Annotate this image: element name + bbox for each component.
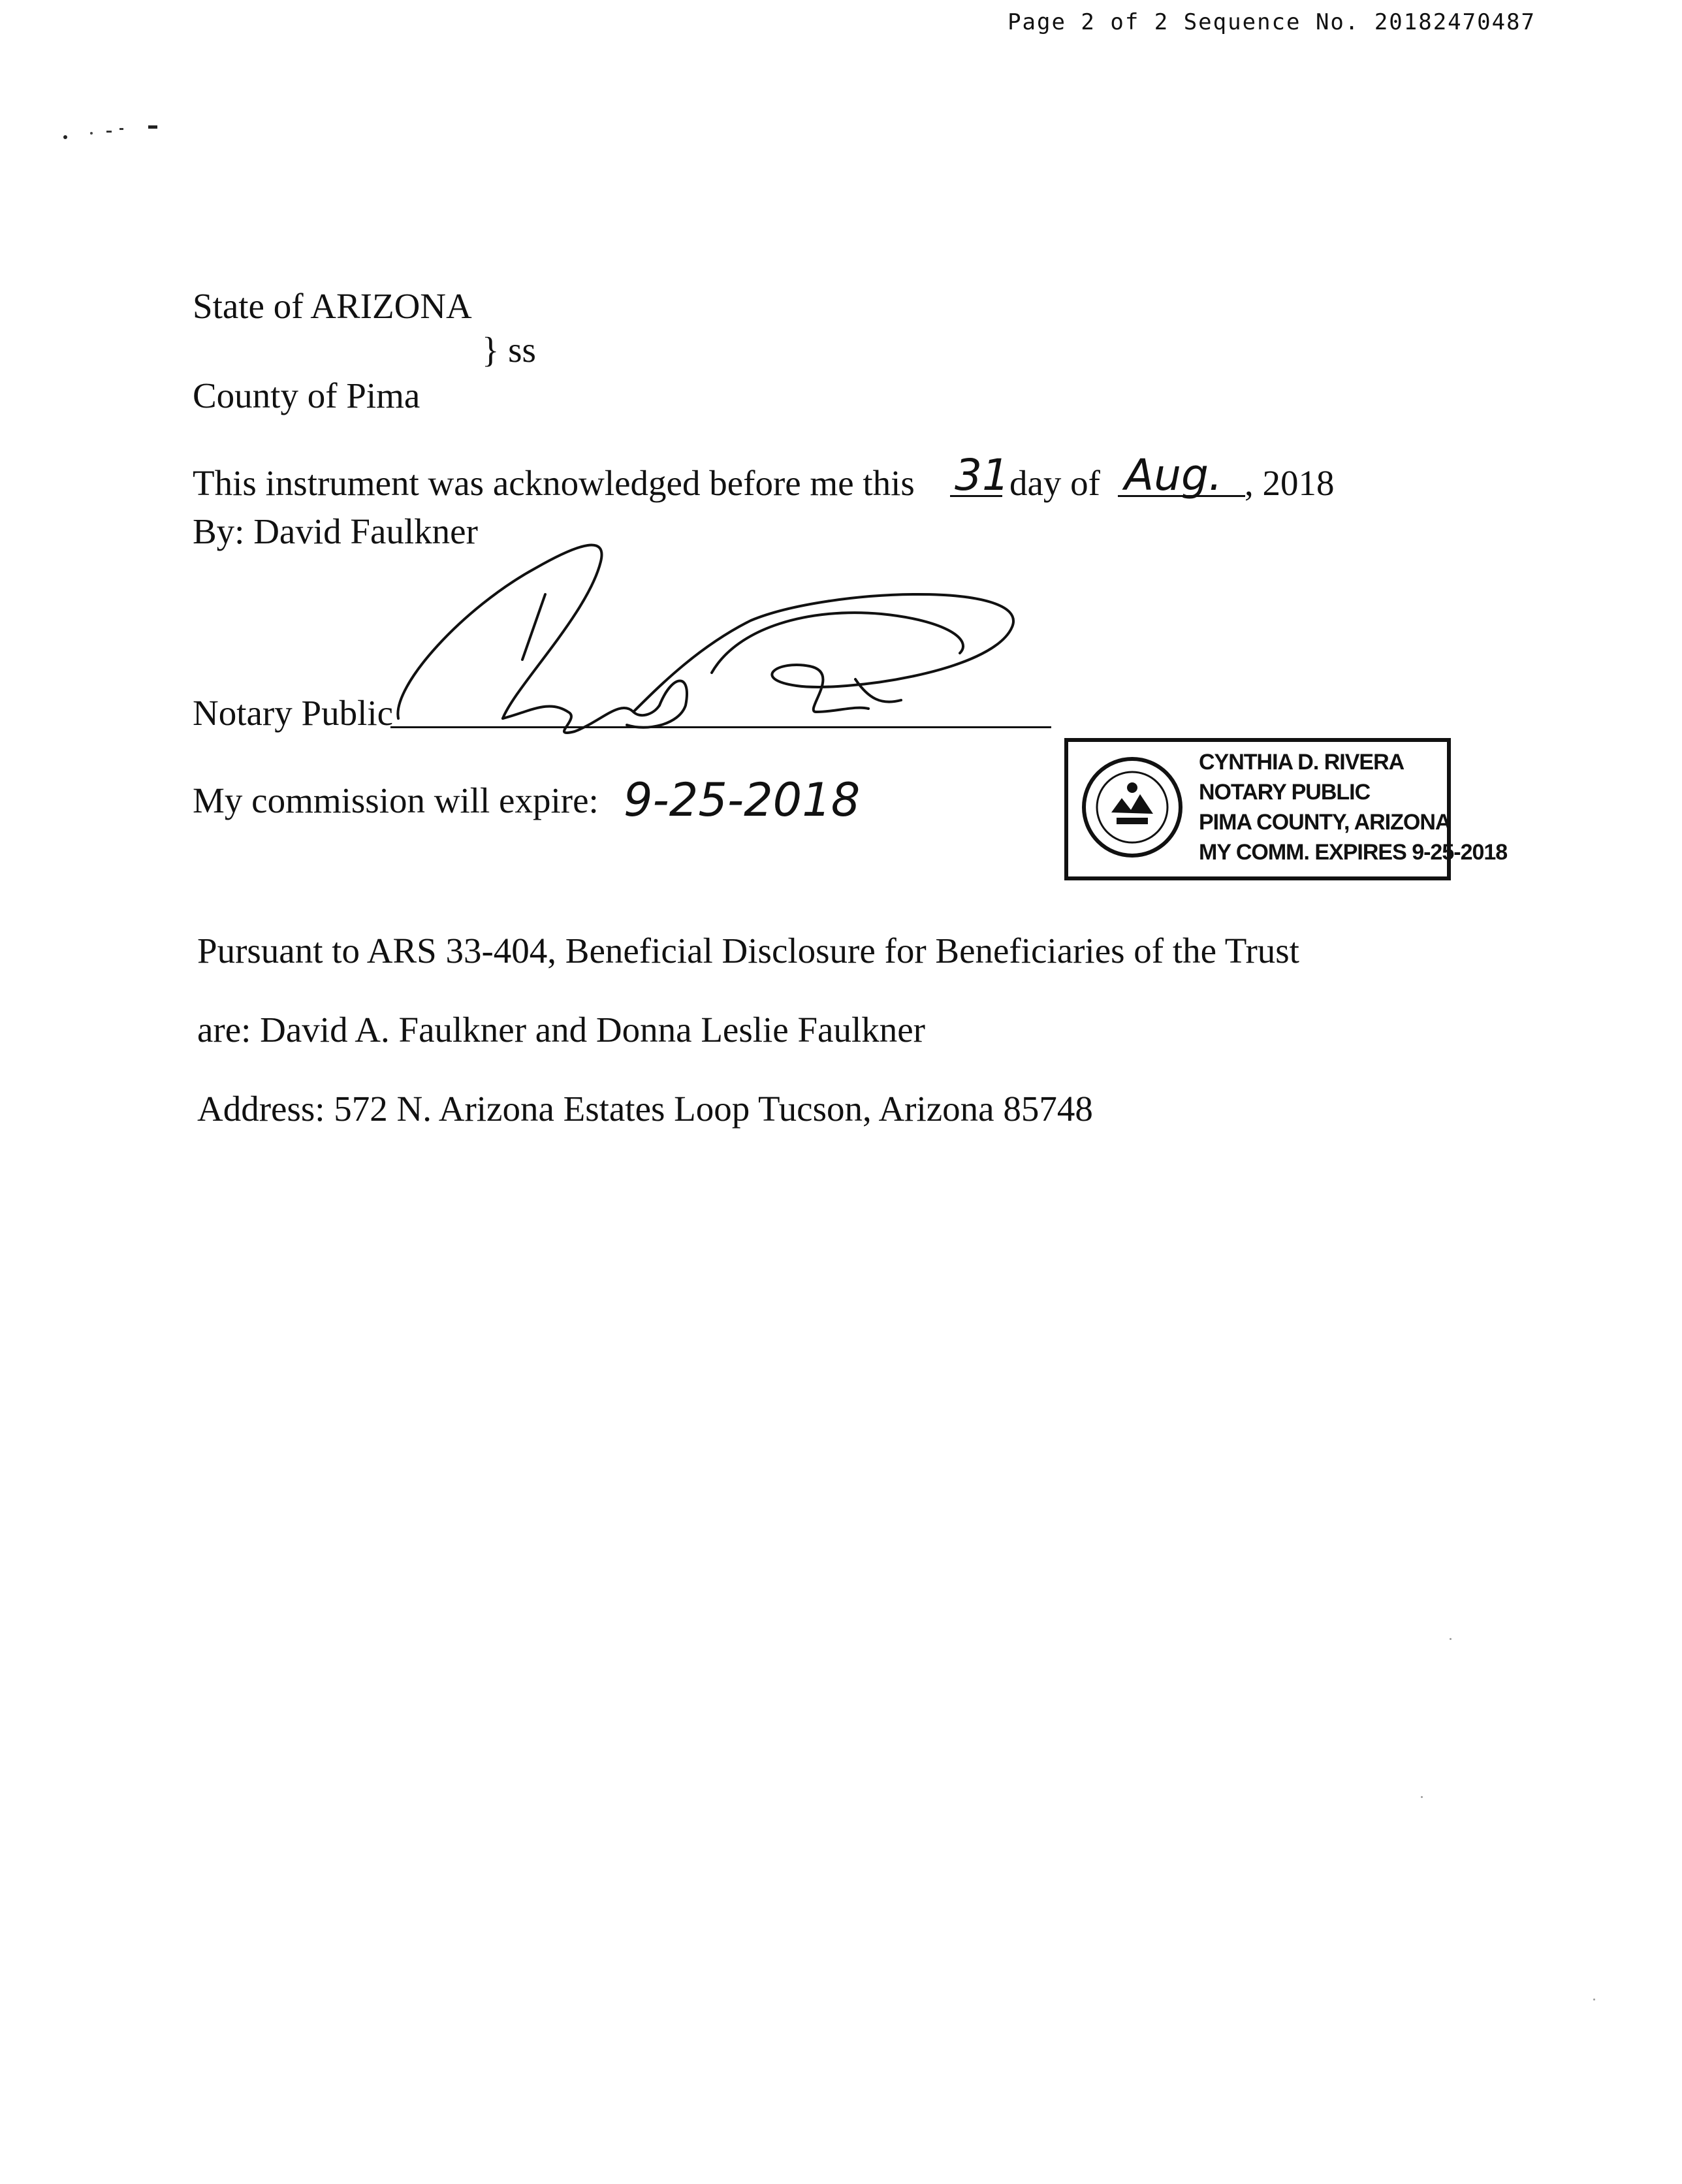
acknowledgment-year: , 2018 [1245, 463, 1335, 503]
scan-specks [62, 124, 167, 144]
venue-state: State of ARIZONA [193, 286, 472, 326]
venue-ss: } ss [482, 330, 536, 370]
stamp-notary-title: NOTARY PUBLIC [1199, 780, 1371, 805]
arizona-seal-icon [1080, 755, 1184, 859]
scan-dot [1593, 1999, 1595, 2000]
scan-dot [1450, 1638, 1452, 1640]
commission-date-handwritten: 9-25-2018 [624, 773, 861, 827]
notary-signature [385, 522, 1045, 745]
disclosure-line-3: Address: 572 N. Arizona Estates Loop Tucson, Arizona 85748 [197, 1089, 1093, 1129]
stamp-notary-name: CYNTHIA D. RIVERA [1199, 750, 1404, 775]
acknowledgment-text: This instrument was acknowledged before me this [193, 463, 915, 503]
stamp-expires: MY COMM. EXPIRES 9-25-2018 [1199, 840, 1508, 865]
stamp-county: PIMA COUNTY, ARIZONA [1199, 810, 1451, 835]
notary-stamp [1064, 738, 1508, 880]
disclosure-line-2: are: David A. Faulkner and Donna Leslie Faulkner [197, 1010, 925, 1050]
venue-county: County of Pima [193, 376, 420, 415]
month-handwritten: Aug. [1124, 450, 1222, 500]
notary-public-label: Notary Public [193, 693, 394, 733]
page-sequence-header: Page 2 of 2 Sequence No. 20182470487 [1008, 9, 1536, 35]
acknowledged-by: By: David Faulkner [193, 511, 478, 551]
day-handwritten: 31 [955, 450, 1009, 500]
commission-expire-label: My commission will expire: [193, 780, 599, 820]
disclosure-line-1: Pursuant to ARS 33-404, Beneficial Disclosure for Beneficiaries of the Trust [197, 931, 1299, 971]
day-of-label: day of [1009, 463, 1100, 503]
scan-dot [1421, 1796, 1423, 1798]
